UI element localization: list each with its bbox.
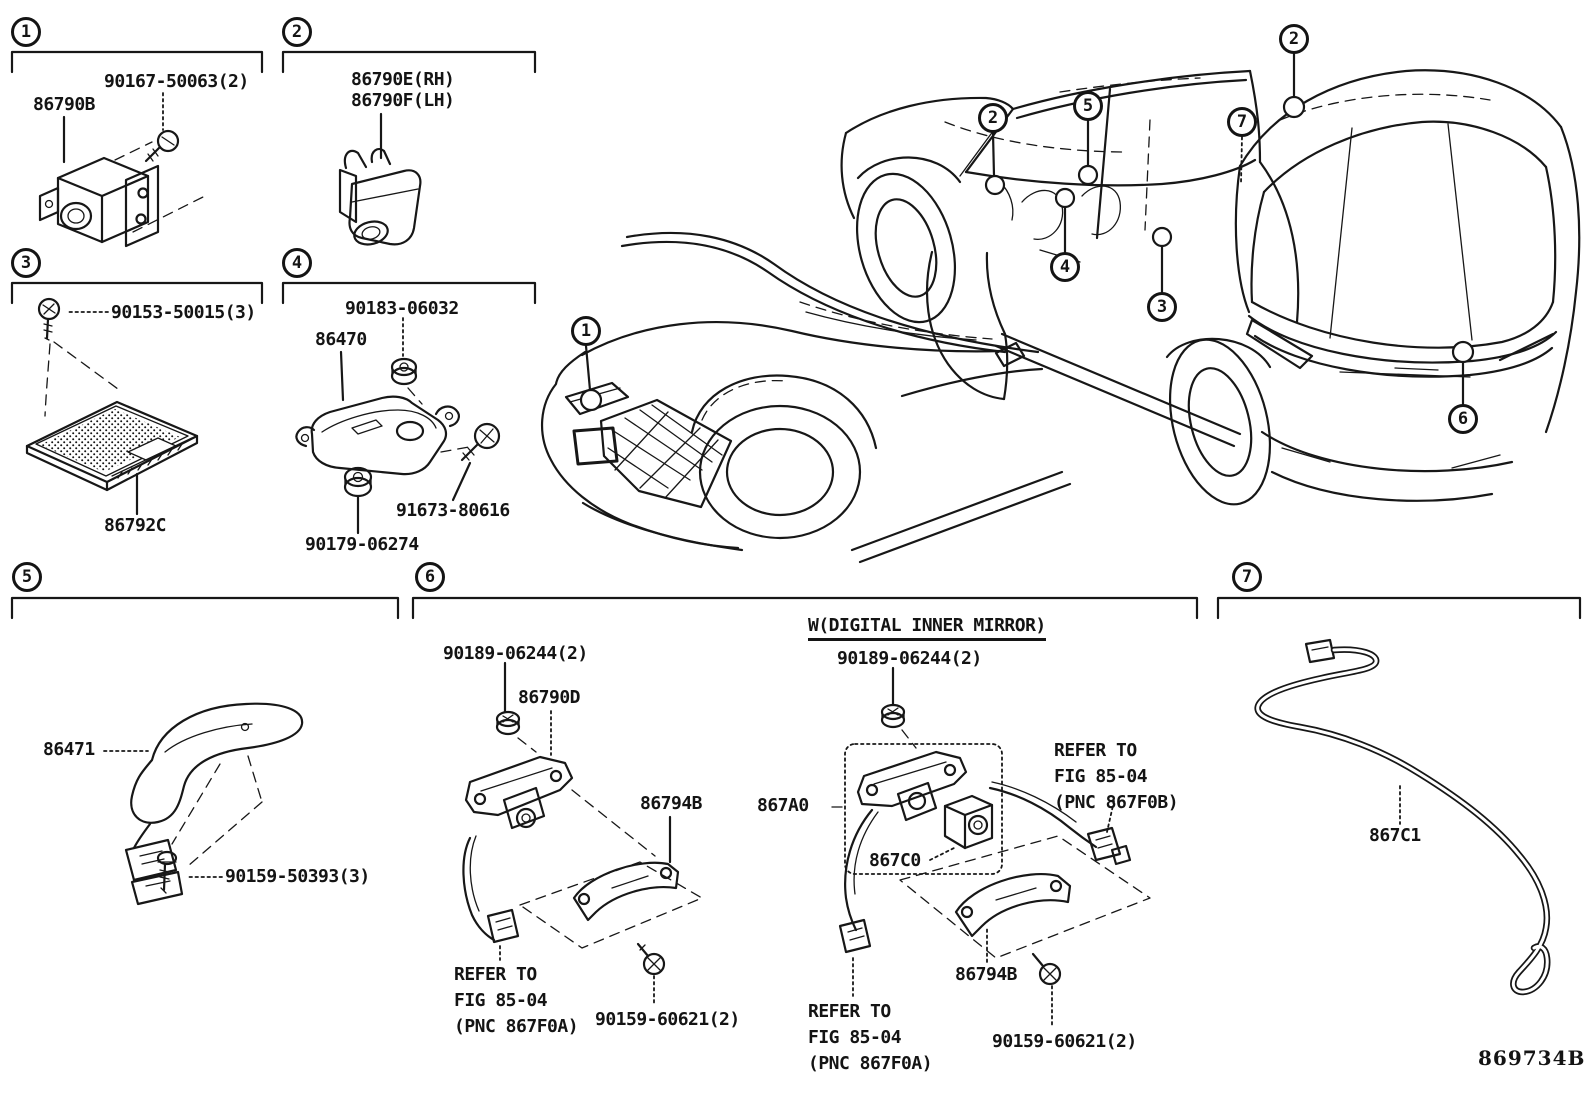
- label-s6l-nut: 90189-06244(2): [443, 643, 588, 664]
- car-rear-view: [1236, 70, 1579, 500]
- label-s2-lh: 86790F(LH): [351, 90, 455, 111]
- section-marker-7: 7: [1232, 562, 1262, 592]
- part-module-86792C: [27, 299, 197, 514]
- label-s6r-refer-b: [1054, 738, 1178, 816]
- label-s4-grommet-bottom: 90179-06274: [305, 534, 419, 555]
- car-callout-front-door: 2: [978, 103, 1008, 133]
- part-front-camera-86790B: [40, 93, 205, 246]
- section-marker-4: 4: [282, 248, 312, 278]
- label-s3-module: 86792C: [104, 515, 167, 536]
- label-s3-screw: 90153-50015(3): [111, 302, 256, 323]
- part-side-camera-86790EF: [340, 114, 420, 248]
- section-marker-5: 5: [12, 562, 42, 592]
- car-callout-dashboard: 4: [1050, 252, 1080, 282]
- refer-line-1: REFER TO: [454, 964, 537, 985]
- car-callout-floor: 3: [1147, 292, 1177, 322]
- refer-line-2: FIG 85-04: [1054, 766, 1148, 787]
- car-callout-tailgate: 6: [1448, 404, 1478, 434]
- label-s2-rh: 86790E(RH): [351, 69, 455, 90]
- car-callout-inner-mirror: 5: [1073, 91, 1103, 121]
- car-callout-front-camera: 1: [571, 316, 601, 346]
- section-marker-3: 3: [11, 248, 41, 278]
- label-s6l-cover: 86794B: [640, 793, 703, 814]
- label-s4-grommet-top: 90183-06032: [345, 298, 459, 319]
- car-callout-lines: [581, 54, 1473, 410]
- label-s4-module: 86470: [315, 329, 367, 350]
- label-s6r-screw: 90159-60621(2): [992, 1031, 1137, 1052]
- section-brackets: [12, 52, 1580, 618]
- refer-line-3: (PNC 867F0A): [454, 1016, 579, 1037]
- refer-line-1: REFER TO: [808, 1001, 891, 1022]
- car-callout-roof-front: 7: [1227, 107, 1257, 137]
- section-marker-2: 2: [282, 17, 312, 47]
- section-marker-1: 1: [11, 17, 41, 47]
- label-s6r-cover: 86794B: [955, 964, 1018, 985]
- label-s7-wire: 867C1: [1369, 825, 1421, 846]
- label-s6l-screw: 90159-60621(2): [595, 1009, 740, 1030]
- figure-code: 869734B: [1478, 1046, 1586, 1070]
- label-s5-camera: 86471: [43, 739, 95, 760]
- refer-line-2: FIG 85-04: [808, 1027, 902, 1048]
- label-s1-camera: 86790B: [33, 94, 96, 115]
- label-s1-screw: 90167-50063(2): [104, 71, 249, 92]
- car-cutaway-view: [841, 71, 1298, 515]
- label-s4-screw: 91673-80616: [396, 500, 510, 521]
- label-s5-screw: 90159-50393(3): [225, 866, 370, 887]
- label-s6r-variant: W(DIGITAL INNER MIRROR): [808, 616, 1046, 641]
- label-s6r-bracket: 867A0: [757, 795, 809, 816]
- label-s6l-refer: [454, 962, 578, 1040]
- label-s6r-nut: 90189-06244(2): [837, 648, 982, 669]
- refer-line-2: FIG 85-04: [454, 990, 548, 1011]
- section-marker-6: 6: [415, 562, 445, 592]
- refer-line-3: (PNC 867F0B): [1054, 792, 1179, 813]
- refer-line-3: (PNC 867F0A): [808, 1053, 933, 1074]
- label-s6r-camera: 867C0: [869, 850, 921, 871]
- car-callout-roof-rear: 2: [1279, 24, 1309, 54]
- refer-line-1: REFER TO: [1054, 740, 1137, 761]
- label-s6l-camera: 86790D: [518, 687, 581, 708]
- label-s6r-refer-a: [808, 999, 932, 1077]
- part-wire-867C1: [1258, 640, 1548, 992]
- part-rear-camera-86790D: [463, 663, 702, 1006]
